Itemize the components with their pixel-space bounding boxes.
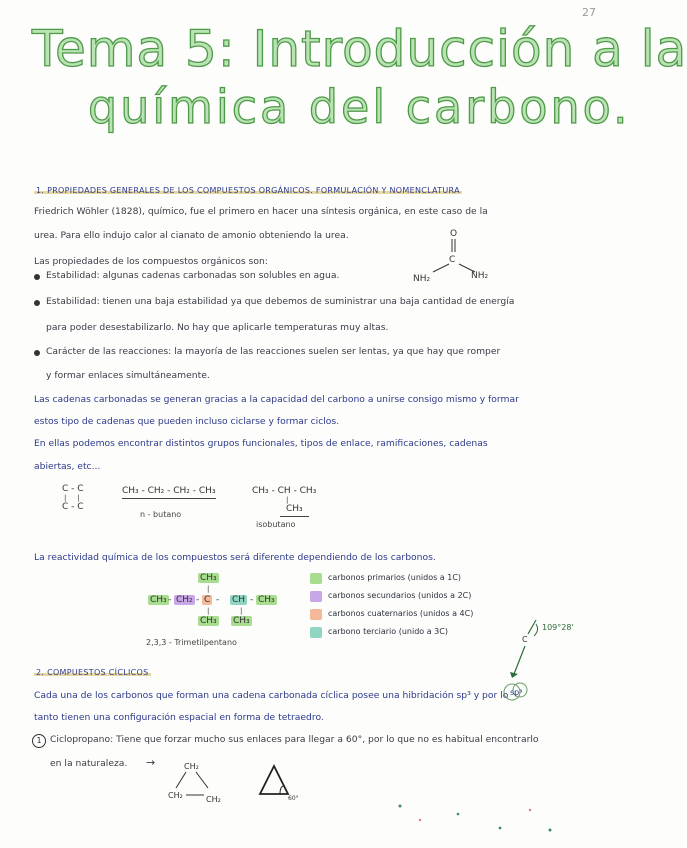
angle-60-label: 60°: [288, 795, 299, 802]
section-1-heading: 1. PROPIEDADES GENERALES DE LOS COMPUESTOS ORGÁNICOS. FORMULACIÓN Y NOMENCLATURA: [36, 186, 460, 195]
legend-label-secondary: carbonos secundarios (unidos a 2C): [328, 591, 472, 600]
bullet-reactions-line-2: y formar enlaces simultáneamente.: [46, 370, 210, 381]
bond: -: [250, 595, 254, 605]
cyclo-top: CH₂: [184, 762, 199, 771]
legend-swatch-secondary: [310, 591, 322, 602]
angle-label: 109°28': [542, 623, 574, 632]
trimethyl-ch: CH: [232, 595, 246, 605]
paragraph-wohler-line-2: urea. Para ello indujo calor al cianato de amonio obteniendo la urea.: [34, 230, 349, 241]
page-number: 27: [582, 6, 596, 19]
urea-carbon: C: [449, 255, 456, 265]
skeleton-bottom: C - C: [62, 502, 84, 512]
groups-paragraph-line-1: En ellas podemos encontrar distintos grupos funcionales, tipos de enlace, ramificaciones, cadenas: [34, 438, 488, 449]
trimethyl-top-ch3: CH₃: [200, 573, 217, 583]
cyclopropane-structure: [166, 760, 246, 806]
paragraph-wohler-line-1: Friedrich Wöhler (1828), químico, fue el primero en hacer una síntesis orgánica, en este caso de la: [34, 206, 488, 217]
trimethyl-bottom-ch3-a: CH₃: [200, 616, 217, 626]
legend-label-quaternary: carbonos cuaternarios (unidos a 4C): [328, 609, 474, 618]
bullet-dot: [34, 274, 40, 280]
trimethyl-right-ch3: CH₃: [258, 595, 275, 605]
legend-label-tertiary: carbono terciario (unido a 3C): [328, 627, 448, 636]
bullet-reactions-line-1: Carácter de las reacciones: la mayoría de las reacciones suelen ser lentas, ya que hay que romper: [46, 346, 501, 357]
angle-carbon: C: [522, 635, 528, 644]
bullet-dot: [34, 350, 40, 356]
skeleton-top: C - C: [62, 484, 84, 494]
page-title-line-1: Tema 5: Introducción a la: [32, 20, 687, 78]
chains-paragraph-line-2: estos tipo de cadenas que pueden incluso ciclarse y formar ciclos.: [34, 416, 340, 427]
trimethyl-left-ch3: CH₃: [150, 595, 167, 605]
cyclopropane-line-1: Ciclopropano: Tiene que forzar mucho sus enlaces para llegar a 60°, por lo que no es habitual encontrarlo: [50, 734, 539, 745]
cyclic-paragraph-line-2: tanto tienen una configuración espacial en forma de tetraedro.: [34, 712, 324, 723]
cyclic-paragraph-line-1: Cada una de los carbonos que forman una cadena carbonada cíclica posee una hibridación sp³ y por lo: [34, 690, 509, 701]
legend-label-primary: carbonos primarios (unidos a 1C): [328, 573, 462, 582]
bond: -: [216, 595, 220, 605]
sp3-label: sp³: [510, 688, 523, 697]
bullet-stability-line-1: Estabilidad: tienen una baja estabilidad ya que debemos de suministrar una baja cantidad de energía: [46, 296, 515, 307]
section-2-heading: 2. COMPUESTOS CÍCLICOS: [36, 668, 149, 677]
bond: -: [168, 595, 172, 605]
urea-structure: [405, 226, 505, 286]
item-number: 1: [32, 734, 46, 748]
bullet-solubility: Estabilidad: algunas cadenas carbonadas son solubles en agua.: [46, 270, 340, 281]
reactivity-sentence: La reactividad química de los compuestos será diferente dependiendo de los carbonos.: [34, 552, 436, 563]
legend-swatch-quaternary: [310, 609, 322, 620]
urea-nh2-left: NH₂: [413, 274, 431, 284]
isobutane-formula: CH₃ - CH - CH₃: [252, 486, 317, 496]
trimethyl-bottom-ch3-b: CH₃: [233, 616, 250, 626]
page-title-line-2: química del carbono.: [88, 80, 631, 134]
isobutane-bond: |: [286, 496, 289, 504]
butane-label: n - butano: [140, 510, 182, 519]
urea-oxygen: O: [450, 229, 458, 239]
trimethyl-quaternary-c: C: [204, 595, 211, 605]
cyclopropane-line-2: en la naturaleza.: [50, 758, 128, 769]
decorative-dots: [380, 800, 580, 840]
bullet-dot: [34, 300, 40, 306]
bond: |: [207, 585, 210, 593]
skeleton-bonds: | |: [64, 494, 80, 502]
bullet-stability-line-2: para poder desestabilizarlo. No hay que aplicarle temperaturas muy altas.: [46, 322, 389, 333]
isobutane-branch: CH₃: [280, 504, 309, 517]
arrow-icon: →: [146, 756, 156, 769]
bond: -: [196, 595, 200, 605]
bond: |: [240, 607, 243, 615]
trimethyl-ch2: CH₂: [176, 595, 193, 605]
triangle-60-sketch: [256, 762, 306, 804]
cyclo-right: CH₂: [206, 795, 221, 804]
isobutane-label: isobutano: [256, 520, 296, 529]
cyclo-left: CH₂: [168, 791, 183, 800]
trimethylpentane-name: 2,3,3 - Trimetilpentano: [146, 638, 237, 647]
butane-formula: CH₃ - CH₂ - CH₂ - CH₃: [122, 486, 216, 499]
bond: |: [207, 607, 210, 615]
urea-nh2-right: NH₂: [471, 271, 489, 281]
chains-paragraph-line-1: Las cadenas carbonadas se generan gracias a la capacidad del carbono a unirse consigo mismo y formar: [34, 394, 519, 405]
properties-intro: Las propiedades de los compuestos orgánicos son:: [34, 256, 268, 267]
groups-paragraph-line-2: abiertas, etc...: [34, 461, 101, 472]
sp3-cloud-sketch: [502, 680, 532, 706]
tetrahedral-angle-sketch: [500, 612, 590, 682]
legend-swatch-primary: [310, 573, 322, 584]
legend-swatch-tertiary: [310, 627, 322, 638]
